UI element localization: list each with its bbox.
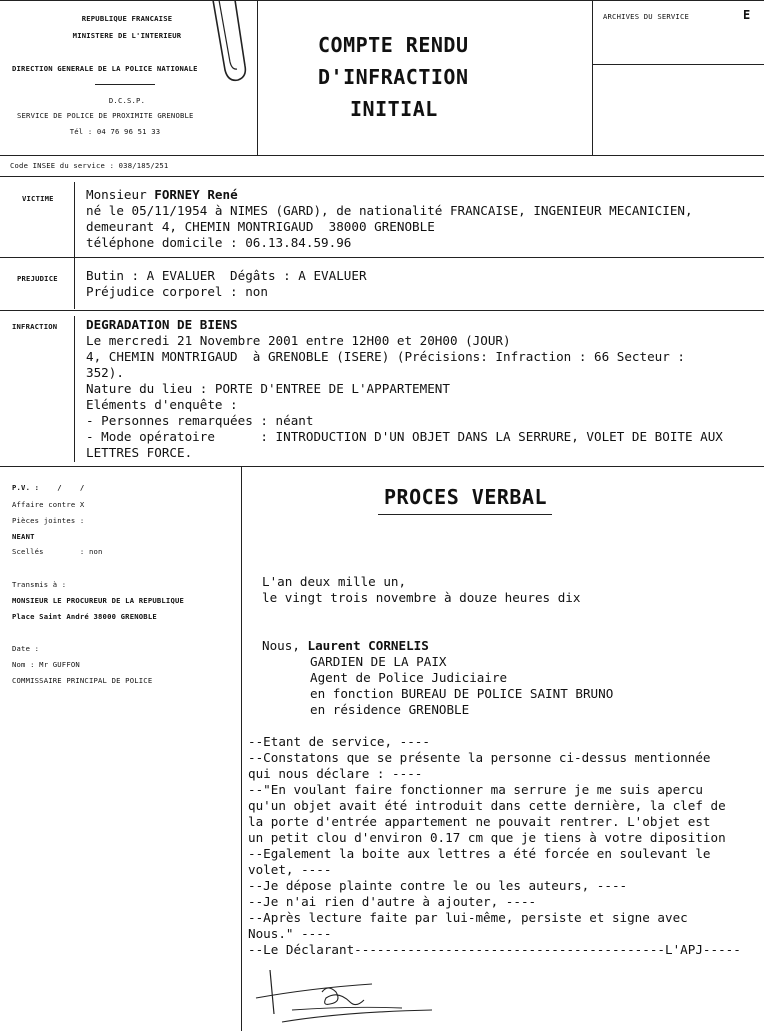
prejudice-line-1: Butin : A EVALUER Dégâts : A EVALUER [86, 268, 367, 283]
pv-body-14: --Le Déclarant-----------------------------------------L'APJ----- [248, 942, 741, 957]
prejudice-label: PREJUDICE [17, 274, 58, 283]
pv-officer-4: en résidence GRENOBLE [310, 702, 470, 717]
pv-intro-2: le vingt trois novembre à douze heures dix [262, 590, 581, 605]
republic-label: REPUBLIQUE FRANCAISE [81, 14, 173, 23]
victime-line-3: téléphone domicile : 06.13.84.59.96 [86, 235, 352, 250]
transmis-label: Transmis à : [12, 580, 67, 589]
header-top-rule [0, 0, 764, 1]
dcsp-label: D.C.S.P. [108, 96, 146, 105]
label-column-divider-2 [74, 316, 75, 462]
infraction-title: DEGRADATION DE BIENS [86, 317, 238, 332]
infraction-line-2: 4, CHEMIN MONTRIGAUD à GRENOBLE (ISERE) (Précisions: Infraction : 66 Secteur : [86, 349, 685, 364]
lower-top-rule [0, 466, 764, 467]
header-bottom-rule [0, 155, 764, 156]
form-title-line-2: D'INFRACTION [318, 65, 469, 89]
recipient-address: Place Saint André 38000 GRENOBLE [12, 612, 157, 621]
ministry-label: MINISTERE DE L'INTERIEUR [72, 31, 182, 40]
pv-officer-3: en fonction BUREAU DE POLICE SAINT BRUNO [310, 686, 614, 701]
pv-intro-1: L'an deux mille un, [262, 574, 407, 589]
insee-code: Code INSEE du service : 038/185/251 [10, 161, 169, 170]
pv-number: P.V. : / / [12, 483, 85, 492]
infraction-line-6: - Personnes remarquées : néant [86, 413, 314, 428]
victime-label: VICTIME [22, 194, 54, 203]
victime-name [86, 187, 238, 203]
header-divider-1 [257, 0, 258, 155]
service-phone: Tél : 04 76 96 51 33 [69, 127, 161, 136]
archives-label: ARCHIVES DU SERVICE [603, 12, 690, 21]
pv-body-11: --Je n'ai rien d'autre à ajouter, ---- [248, 894, 537, 909]
nom-label: Nom : Mr GUFFON [12, 660, 80, 669]
prejudice-line-2: Préjudice corporel : non [86, 284, 268, 299]
pv-body-1: --Etant de service, ---- [248, 734, 430, 749]
signature-icon [252, 962, 442, 1028]
infraction-label: INFRACTION [12, 322, 58, 331]
pv-body-5: qu'un objet avait été introduit dans cette dernière, la clef de [248, 798, 726, 813]
pv-title: PROCES VERBAL [384, 485, 548, 509]
label-column-divider [74, 182, 75, 309]
victime-rule [0, 257, 764, 258]
pv-nous [262, 638, 429, 654]
form-title-line-1: COMPTE RENDU [318, 33, 469, 57]
infraction-line-3: 352). [86, 365, 124, 380]
insee-rule [0, 176, 764, 177]
header-divider-2 [592, 0, 593, 155]
victime-line-1: né le 05/11/1954 à NIMES (GARD), de nationalité FRANCAISE, INGENIEUR MECANICIEN, [86, 203, 693, 218]
recipient-name: MONSIEUR LE PROCUREUR DE LA REPUBLIQUE [12, 596, 185, 605]
scelles-label: Scellés : non [12, 547, 103, 556]
pv-body-8: --Egalement la boite aux lettres a été forcée en soulevant le [248, 846, 711, 861]
direction-underline [95, 84, 155, 85]
pv-nous-prefix: Nous, [262, 638, 308, 653]
service-label: SERVICE DE POLICE DE PROXIMITE GRENOBLE [17, 111, 194, 120]
infraction-line-7: - Mode opératoire : INTRODUCTION D'UN OBJET DANS LA SERRURE, VOLET DE BOITE AUX [86, 429, 723, 444]
pv-body-7: un petit clou d'environ 0.17 cm que je tiens à votre diposition [248, 830, 726, 845]
affaire-label: Affaire contre X [12, 500, 85, 509]
direction-label: DIRECTION GENERALE DE LA POLICE NATIONALE [12, 64, 198, 73]
pv-officer-2: Agent de Police Judiciaire [310, 670, 508, 685]
pv-body-13: Nous." ---- [248, 926, 332, 941]
pv-officer-name: Laurent CORNELIS [307, 638, 429, 653]
infraction-line-8: LETTRES FORCE. [86, 445, 193, 460]
margin-divider [241, 466, 242, 1031]
pv-body-10: --Je dépose plainte contre le ou les auteurs, ---- [248, 878, 628, 893]
pieces-label: Pièces jointes : [12, 516, 85, 525]
prejudice-rule [0, 310, 764, 311]
infraction-line-1: Le mercredi 21 Novembre 2001 entre 12H00 et 20H00 (JOUR) [86, 333, 511, 348]
infraction-line-4: Nature du lieu : PORTE D'ENTREE DE L'APPARTEMENT [86, 381, 450, 396]
date-label: Date : [12, 644, 40, 653]
pv-title-underline [378, 514, 552, 515]
paperclip-icon [205, 0, 257, 86]
pv-body-12: --Après lecture faite par lui-même, persiste et signe avec [248, 910, 688, 925]
victime-line-2: demeurant 4, CHEMIN MONTRIGAUD 38000 GRENOBLE [86, 219, 435, 234]
commissaire-label: COMMISSAIRE PRINCIPAL DE POLICE [12, 676, 153, 685]
infraction-line-5: Eléments d'enquête : [86, 397, 238, 412]
victime-name-prefix: Monsieur [86, 187, 155, 202]
archives-rule [592, 64, 764, 65]
pv-body-6: la porte d'entrée appartement ne pouvait rentrer. L'objet est [248, 814, 711, 829]
form-title-line-3: INITIAL [350, 97, 438, 121]
victime-name-bold: FORNEY René [154, 187, 238, 202]
pieces-value: NEANT [12, 532, 35, 541]
pv-body-4: --"En voulant faire fonctionner ma serrure je me suis apercu [248, 782, 703, 797]
pv-officer-1: GARDIEN DE LA PAIX [310, 654, 447, 669]
pv-body-3: qui nous déclare : ---- [248, 766, 423, 781]
archives-code: E [743, 8, 751, 22]
pv-body-9: volet, ---- [248, 862, 332, 877]
pv-body-2: --Constatons que se présente la personne ci-dessus mentionnée [248, 750, 711, 765]
